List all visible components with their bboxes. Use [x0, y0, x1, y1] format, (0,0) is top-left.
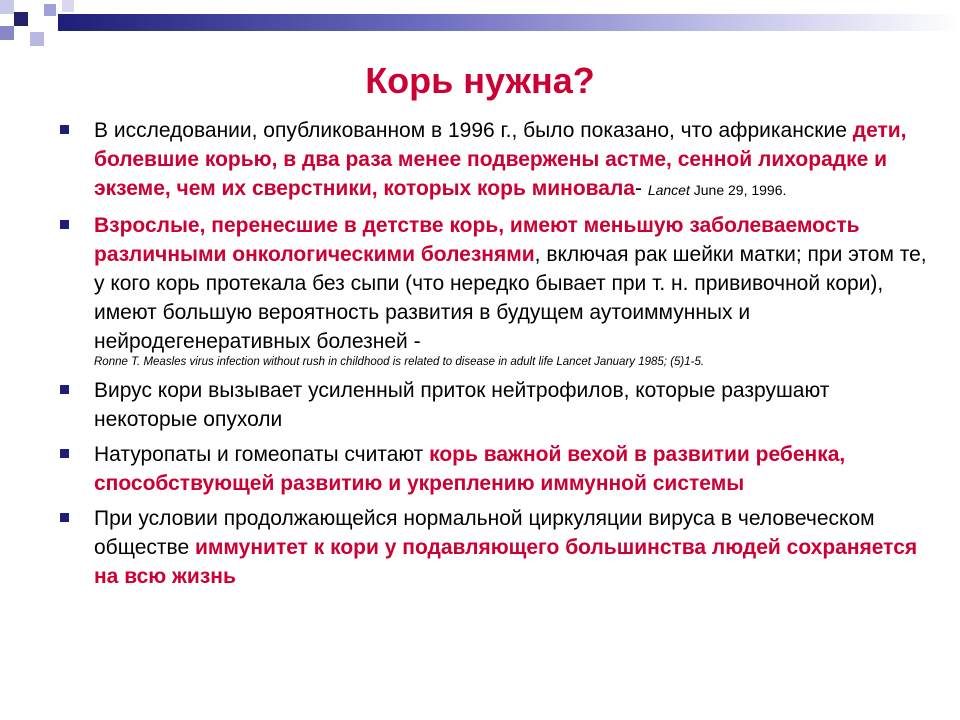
citation: Ronne T. Measles virus infection without rush in childhood is related to disease in adult life Lancet January 1985; (5)1-5. [94, 356, 705, 368]
square-bullet-icon [60, 125, 69, 134]
bullet-item: Вирус кори вызывает усиленный приток нейтрофилов, которые разрушают некоторые опухоли [58, 376, 928, 434]
slide-title: Корь нужна? [365, 60, 595, 101]
square-bullet-icon [60, 513, 69, 522]
square-bullet-icon [60, 220, 69, 229]
bullet-item: При условии продолжающейся нормальной циркуляции вируса в человеческом обществе иммунитет к кори у подавляющего большинства людей сохраняется на всю жизнь [58, 504, 928, 591]
bullet-item: Натуропаты и гомеопаты считают корь важной вехой в развитии ребенка, способствующей развитию и укреплению иммунной системы [58, 440, 928, 498]
decor-square [14, 12, 28, 26]
decor-square [30, 32, 44, 46]
square-bullet-icon [60, 449, 69, 458]
header-gradient-bar [58, 14, 960, 31]
bullet-list [58, 116, 928, 597]
decor-square [62, 0, 74, 12]
decor-square [0, 26, 14, 40]
decor-square [0, 0, 14, 14]
bullet-item: Взрослые, перенесшие в детстве корь, имеют меньшую заболеваемость различными онкологическими болезнями, включая рак шейки матки; при этом те, у кого корь протекала без сыпи (что нередко бывает при т. н. прививочной кори), имеют большую вероятность развития в будущем аутоиммунных и нейродегенеративных болезней - Ronne T. Measles virus infection without rush in childhood is related to disease in adult life Lancet January 1985; (5)1-5. [58, 211, 928, 370]
bullet-item: В исследовании, опубликованном в 1996 г., было показано, что африканские дети, болевшие корью, в два раза менее подвержены астме, сенной лихорадке и экземе, чем их сверстники, которых корь миновала- Lancet June 29, 1996. [58, 116, 928, 205]
square-bullet-icon [60, 385, 69, 394]
decor-square [44, 4, 56, 16]
